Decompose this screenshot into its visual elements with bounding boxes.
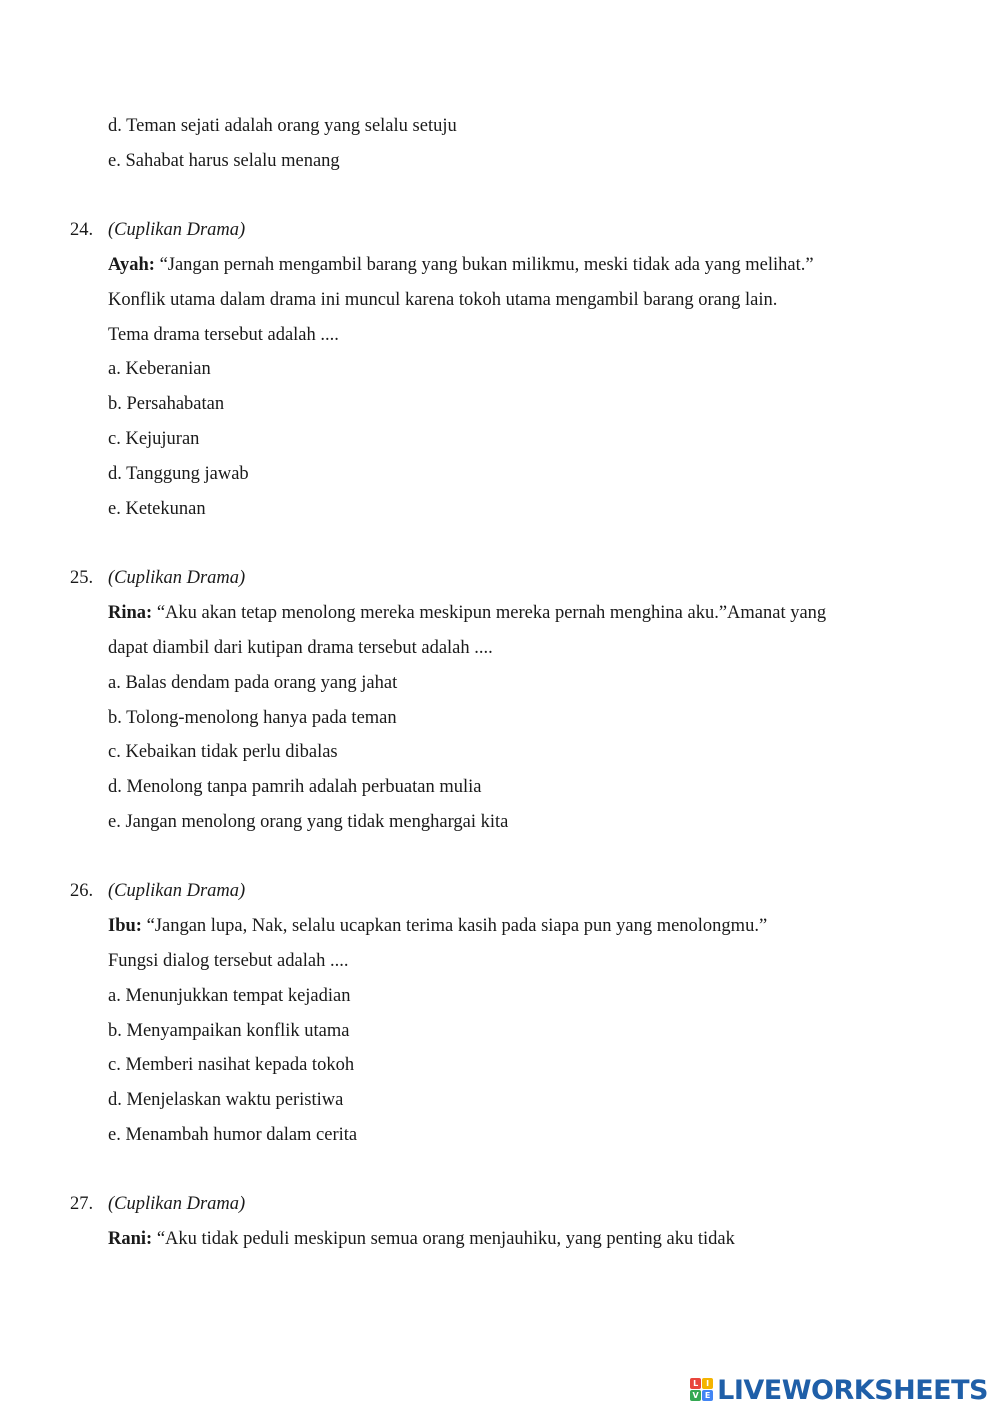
option-e: e. Menambah humor dalam cerita bbox=[108, 1125, 358, 1145]
question-intro: (Cuplikan Drama) bbox=[108, 220, 246, 240]
question-number: 25. bbox=[70, 568, 94, 588]
option-d: d. Menolong tanpa pamrih adalah perbuatan mulia bbox=[108, 777, 482, 797]
question-prompt: dapat diambil dari kutipan drama tersebut adalah .... bbox=[108, 638, 493, 658]
option-e: e. Jangan menolong orang yang tidak menghargai kita bbox=[108, 812, 509, 832]
dialog-quote: “Aku tidak peduli meskipun semua orang menjauhiku, yang penting aku tidak bbox=[152, 1229, 735, 1249]
question-prompt: Tema drama tersebut adalah .... bbox=[108, 325, 339, 345]
logo-mark-letter: V bbox=[690, 1390, 701, 1401]
logo-text: LIVEWORKSHEETS bbox=[717, 1374, 988, 1406]
question-intro: (Cuplikan Drama) bbox=[108, 568, 246, 588]
dialog-line bbox=[108, 601, 826, 625]
question-number: 27. bbox=[70, 1194, 94, 1214]
option-b: b. Tolong-menolong hanya pada teman bbox=[108, 708, 397, 728]
option-c: c. Kejujuran bbox=[108, 429, 200, 449]
question-text: Konflik utama dalam drama ini muncul karena tokoh utama mengambil barang orang lain. bbox=[108, 290, 778, 310]
logo-mark-letter: E bbox=[702, 1390, 713, 1401]
dialog-quote: “Jangan lupa, Nak, selalu ucapkan terima kasih pada siapa pun yang menolongmu.” bbox=[141, 916, 768, 936]
option-b: b. Menyampaikan konflik utama bbox=[108, 1021, 350, 1041]
option-c: c. Memberi nasihat kepada tokoh bbox=[108, 1055, 355, 1075]
question-intro: (Cuplikan Drama) bbox=[108, 1194, 246, 1214]
question-prompt: Fungsi dialog tersebut adalah .... bbox=[108, 951, 349, 971]
speaker-name: Rani: bbox=[108, 1229, 153, 1249]
dialog-quote: “Aku akan tetap menolong mereka meskipun mereka pernah menghina aku.”Amanat yang bbox=[152, 603, 827, 623]
question-number: 26. bbox=[70, 881, 94, 901]
question-number: 24. bbox=[70, 220, 94, 240]
speaker-name: Rina: bbox=[108, 603, 153, 623]
logo-mark-icon bbox=[690, 1378, 714, 1402]
option-d: d. Menjelaskan waktu peristiwa bbox=[108, 1090, 344, 1110]
option-d: d. Tanggung jawab bbox=[108, 464, 249, 484]
option-a: a. Balas dendam pada orang yang jahat bbox=[108, 673, 398, 693]
option-a: a. Keberanian bbox=[108, 359, 211, 379]
dialog-line bbox=[108, 253, 814, 277]
option-c: c. Kebaikan tidak perlu dibalas bbox=[108, 742, 338, 762]
liveworksheets-logo bbox=[690, 1374, 988, 1406]
logo-mark-letter: I bbox=[702, 1378, 713, 1389]
option-a: a. Menunjukkan tempat kejadian bbox=[108, 986, 351, 1006]
option-e: e. Sahabat harus selalu menang bbox=[108, 151, 340, 171]
dialog-line bbox=[108, 914, 767, 938]
option-e: e. Ketekunan bbox=[108, 499, 206, 519]
option-d: d. Teman sejati adalah orang yang selalu setuju bbox=[108, 116, 457, 136]
question-intro: (Cuplikan Drama) bbox=[108, 881, 246, 901]
logo-mark-letter: L bbox=[690, 1378, 701, 1389]
speaker-name: Ayah: bbox=[108, 255, 155, 275]
option-b: b. Persahabatan bbox=[108, 394, 225, 414]
speaker-name: Ibu: bbox=[108, 916, 142, 936]
dialog-line bbox=[108, 1227, 735, 1251]
dialog-quote: “Jangan pernah mengambil barang yang bukan milikmu, meski tidak ada yang melihat.” bbox=[154, 255, 814, 275]
